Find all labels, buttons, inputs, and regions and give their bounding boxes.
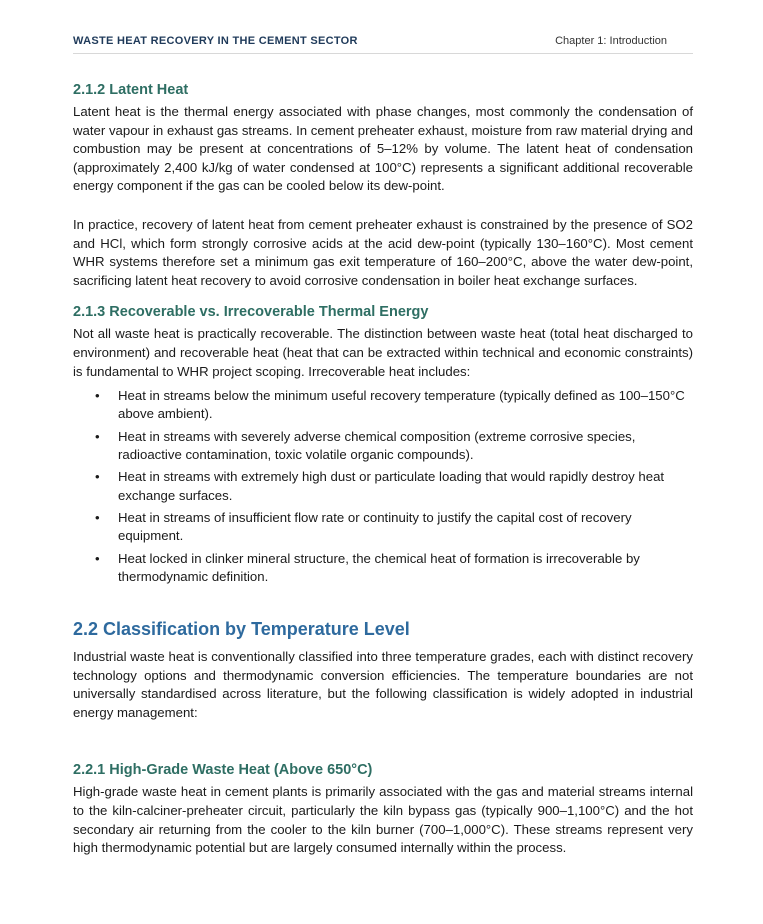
- bullet-icon: •: [95, 388, 100, 404]
- paragraph-latent-heat-1: Latent heat is the thermal energy associated with phase changes, most commonly the condensation of water vapour in exhaust gas streams. In cement preheater exhaust, moisture from raw material drying and combustion may be present at concentrations of 5–12% by volume. The latent heat of condensation (approximately 2,400 kJ/kg of water condensed at 100°C) represents a significant additional recoverable energy component if the gas can be cooled below its dew-point.: [73, 104, 693, 194]
- heading-2-2-1: 2.2.1 High-Grade Waste Heat (Above 650°C): [73, 762, 373, 779]
- list-item-text: Heat in streams below the minimum useful recovery temperature (typically defined as 100–150°C above ambient).: [118, 388, 685, 422]
- heading-2-1-3: 2.1.3 Recoverable vs. Irrecoverable Thermal Energy: [73, 304, 429, 321]
- page-content: [73, 81, 693, 858]
- bullet-icon: •: [95, 469, 100, 485]
- list-item: [73, 550, 693, 587]
- paragraph-classification-1: Industrial waste heat is conventionally classified into three temperature grades, each with distinct recovery technology options and thermodynamic conversion efficiencies. The temperature boundaries are not universally standardised across literature, but the following classification is widely adopted in industrial energy management:: [73, 649, 693, 720]
- bullet-icon: •: [95, 550, 100, 566]
- heading-2-1-2: 2.1.2 Latent Heat: [73, 82, 189, 98]
- list-item: [73, 468, 693, 505]
- chapter-label: Chapter 1: Introduction: [555, 35, 667, 47]
- bullet-icon: •: [95, 509, 100, 525]
- list-item-text: Heat locked in clinker mineral structure, the chemical heat of formation is irrecoverable by thermodynamic definition.: [118, 550, 640, 584]
- list-item-text: Heat in streams with extremely high dust or particulate loading that would rapidly destroy heat exchange surfaces.: [118, 469, 665, 503]
- paragraph-recoverable-1: Not all waste heat is practically recoverable. The distinction between waste heat (total heat discharged to environment) and recoverable heat (heat that can be extracted within technical and economic constraints) is fundamental to WHR project scoping. Irrecoverable heat includes:: [73, 326, 693, 379]
- irrecoverable-heat-list: [73, 387, 693, 586]
- running-title: WASTE HEAT RECOVERY IN THE CEMENT SECTOR: [73, 35, 358, 47]
- paragraph-high-grade-1: High-grade waste heat in cement plants is primarily associated with the gas and material streams internal to the kiln-calciner-preheater circuit, particularly the kiln bypass gas (typically 900–1,100°C) and the hot secondary air returning from the cooler to the kiln burner (700–1,000°C). These streams represent very high thermodynamic potential but are largely consumed internally within the process.: [73, 784, 693, 856]
- list-item: [73, 387, 693, 424]
- page-header: [73, 35, 693, 54]
- list-item-text: Heat in streams with severely adverse chemical composition (extreme corrosive species, radioactive contamination, toxic volatile organic compounds).: [118, 428, 636, 463]
- paragraph-latent-heat-2: In practice, recovery of latent heat from cement preheater exhaust is constrained by the presence of SO2 and HCl, which form strongly corrosive acids at the acid dew-point (typically 130–160°C). Most cement WHR systems therefore set a minimum gas exit temperature of 160–200°C, above the water dew-point, sacrificing latent heat recovery to avoid corrosive condensation in boiler heat exchange surfaces.: [73, 216, 693, 288]
- list-item-text: Heat in streams of insufficient flow rate or continuity to justify the capital cost of recovery equipment.: [118, 509, 632, 544]
- list-item: [73, 509, 693, 546]
- bullet-icon: •: [95, 428, 100, 444]
- heading-2-2: 2.2 Classification by Temperature Level: [73, 619, 410, 640]
- list-item: [73, 428, 693, 465]
